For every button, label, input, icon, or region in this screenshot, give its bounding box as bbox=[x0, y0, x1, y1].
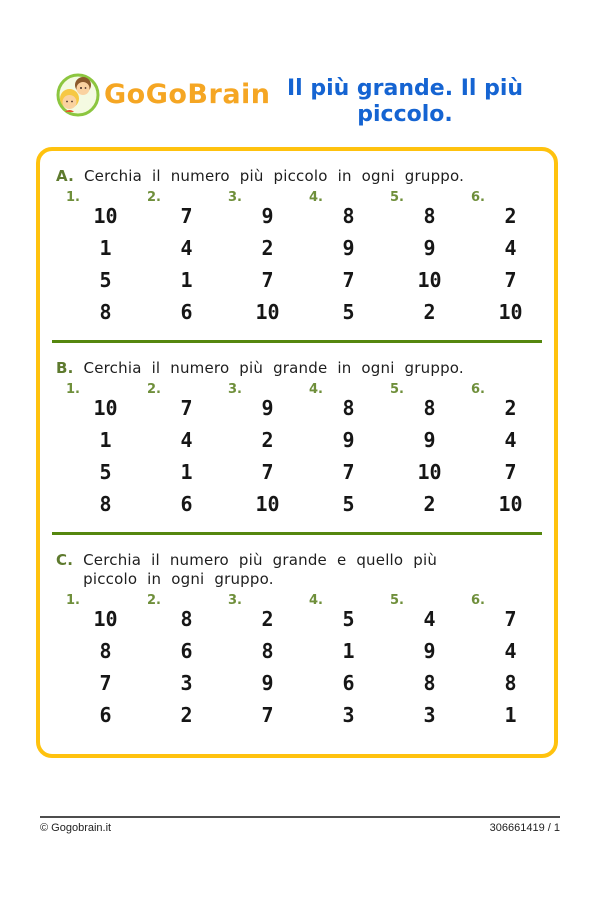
section-instruction: Cerchia il numero più grande e quello più piccolo in ogni gruppo. bbox=[83, 551, 438, 588]
number-group bbox=[299, 189, 380, 330]
section-divider bbox=[52, 532, 542, 535]
number-column bbox=[56, 392, 137, 520]
number-cell: 7 bbox=[504, 607, 517, 631]
worksheet-box bbox=[36, 147, 558, 758]
number-cell: 1 bbox=[342, 639, 355, 663]
number-group bbox=[380, 189, 461, 330]
number-cell: 1 bbox=[99, 428, 112, 452]
number-cell: 9 bbox=[423, 236, 436, 260]
number-column bbox=[299, 200, 380, 328]
number-cell: 10 bbox=[417, 268, 442, 292]
number-cell: 2 bbox=[504, 396, 517, 420]
number-group bbox=[461, 592, 542, 733]
number-cell: 5 bbox=[342, 492, 355, 516]
number-cell: 8 bbox=[99, 492, 112, 516]
number-cell: 7 bbox=[342, 268, 355, 292]
number-column bbox=[299, 603, 380, 731]
section-c bbox=[46, 539, 548, 733]
number-cell: 4 bbox=[504, 236, 517, 260]
number-group bbox=[218, 189, 299, 330]
footer-divider bbox=[40, 816, 560, 818]
group-number-label: 4. bbox=[309, 382, 323, 397]
section-instruction-row bbox=[56, 359, 542, 378]
logo-text: GoGoBrain bbox=[104, 79, 271, 110]
group-number-label: 3. bbox=[228, 382, 242, 397]
number-groups bbox=[56, 189, 542, 330]
number-cell: 6 bbox=[180, 639, 193, 663]
number-group bbox=[299, 592, 380, 733]
number-cell: 6 bbox=[342, 671, 355, 695]
number-cell: 9 bbox=[423, 428, 436, 452]
number-cell: 8 bbox=[423, 671, 436, 695]
number-column bbox=[137, 392, 218, 520]
number-cell: 7 bbox=[504, 268, 517, 292]
number-cell: 7 bbox=[180, 396, 193, 420]
number-cell: 4 bbox=[504, 639, 517, 663]
number-cell: 2 bbox=[261, 607, 274, 631]
number-column bbox=[461, 603, 542, 731]
number-cell: 7 bbox=[180, 204, 193, 228]
number-cell: 3 bbox=[342, 703, 355, 727]
number-cell: 4 bbox=[180, 428, 193, 452]
number-cell: 1 bbox=[504, 703, 517, 727]
number-group bbox=[56, 592, 137, 733]
number-cell: 2 bbox=[504, 204, 517, 228]
group-number-label: 2. bbox=[147, 382, 161, 397]
number-cell: 5 bbox=[99, 460, 112, 484]
number-groups bbox=[56, 381, 542, 522]
number-cell: 8 bbox=[423, 396, 436, 420]
number-cell: 9 bbox=[261, 671, 274, 695]
number-cell: 2 bbox=[261, 236, 274, 260]
page-title: Il più grande. Il più piccolo. bbox=[286, 76, 524, 127]
number-cell: 9 bbox=[342, 236, 355, 260]
number-group bbox=[461, 381, 542, 522]
section-instruction: Cerchia il numero più piccolo in ogni gruppo. bbox=[84, 167, 465, 185]
section-instruction: Cerchia il numero più grande in ogni gruppo. bbox=[83, 359, 464, 377]
group-number-label: 3. bbox=[228, 593, 242, 608]
number-column bbox=[380, 603, 461, 731]
number-cell: 2 bbox=[180, 703, 193, 727]
number-cell: 6 bbox=[180, 300, 193, 324]
number-cell: 6 bbox=[180, 492, 193, 516]
number-cell: 7 bbox=[261, 703, 274, 727]
number-column bbox=[56, 603, 137, 731]
number-cell: 5 bbox=[99, 268, 112, 292]
group-number-label: 2. bbox=[147, 593, 161, 608]
number-cell: 2 bbox=[423, 492, 436, 516]
number-group bbox=[56, 381, 137, 522]
group-number-label: 2. bbox=[147, 190, 161, 205]
number-group bbox=[218, 381, 299, 522]
section-instruction-row bbox=[56, 167, 542, 186]
number-column bbox=[380, 392, 461, 520]
number-cell: 7 bbox=[504, 460, 517, 484]
number-cell: 8 bbox=[261, 639, 274, 663]
section-a bbox=[46, 155, 548, 330]
number-cell: 8 bbox=[99, 639, 112, 663]
number-group bbox=[137, 592, 218, 733]
number-group bbox=[380, 592, 461, 733]
group-number-label: 4. bbox=[309, 190, 323, 205]
number-groups bbox=[56, 592, 542, 733]
group-number-label: 4. bbox=[309, 593, 323, 608]
number-column bbox=[380, 200, 461, 328]
number-cell: 9 bbox=[261, 396, 274, 420]
section-letter: B. bbox=[56, 359, 74, 377]
number-cell: 10 bbox=[498, 300, 523, 324]
logo-kids-icon bbox=[55, 72, 101, 118]
number-cell: 3 bbox=[423, 703, 436, 727]
number-cell: 9 bbox=[342, 428, 355, 452]
number-column bbox=[137, 603, 218, 731]
number-cell: 1 bbox=[180, 268, 193, 292]
logo bbox=[55, 72, 271, 118]
footer-copyright: © Gogobrain.it bbox=[40, 822, 112, 834]
group-number-label: 5. bbox=[390, 190, 404, 205]
number-cell: 7 bbox=[99, 671, 112, 695]
number-cell: 2 bbox=[423, 300, 436, 324]
group-number-label: 3. bbox=[228, 190, 242, 205]
number-column bbox=[461, 200, 542, 328]
number-cell: 9 bbox=[423, 639, 436, 663]
number-cell: 10 bbox=[255, 300, 280, 324]
number-cell: 10 bbox=[498, 492, 523, 516]
number-cell: 5 bbox=[342, 300, 355, 324]
number-cell: 1 bbox=[99, 236, 112, 260]
number-cell: 10 bbox=[93, 204, 118, 228]
group-number-label: 1. bbox=[66, 593, 80, 608]
group-number-label: 5. bbox=[390, 382, 404, 397]
number-column bbox=[218, 603, 299, 731]
group-number-label: 6. bbox=[471, 593, 485, 608]
number-cell: 10 bbox=[93, 396, 118, 420]
group-number-label: 5. bbox=[390, 593, 404, 608]
number-group bbox=[218, 592, 299, 733]
group-number-label: 1. bbox=[66, 382, 80, 397]
footer-page-number: 306661419 / 1 bbox=[489, 822, 560, 834]
number-cell: 1 bbox=[180, 460, 193, 484]
number-cell: 7 bbox=[261, 268, 274, 292]
number-group bbox=[299, 381, 380, 522]
number-column bbox=[461, 392, 542, 520]
number-cell: 10 bbox=[417, 460, 442, 484]
section-letter: C. bbox=[56, 551, 74, 569]
section-divider bbox=[52, 340, 542, 343]
number-cell: 10 bbox=[255, 492, 280, 516]
group-number-label: 6. bbox=[471, 382, 485, 397]
number-cell: 8 bbox=[180, 607, 193, 631]
number-cell: 7 bbox=[261, 460, 274, 484]
number-cell: 2 bbox=[261, 428, 274, 452]
number-group bbox=[137, 381, 218, 522]
section-b bbox=[46, 347, 548, 522]
number-column bbox=[299, 392, 380, 520]
number-cell: 8 bbox=[99, 300, 112, 324]
group-number-label: 1. bbox=[66, 190, 80, 205]
number-cell: 4 bbox=[180, 236, 193, 260]
number-cell: 8 bbox=[504, 671, 517, 695]
number-group bbox=[461, 189, 542, 330]
number-column bbox=[218, 392, 299, 520]
number-cell: 8 bbox=[342, 204, 355, 228]
number-cell: 6 bbox=[99, 703, 112, 727]
number-cell: 5 bbox=[342, 607, 355, 631]
number-cell: 4 bbox=[423, 607, 436, 631]
number-cell: 4 bbox=[504, 428, 517, 452]
number-cell: 9 bbox=[261, 204, 274, 228]
number-column bbox=[218, 200, 299, 328]
number-group bbox=[137, 189, 218, 330]
number-column bbox=[137, 200, 218, 328]
section-instruction-row bbox=[56, 551, 542, 589]
number-group bbox=[56, 189, 137, 330]
section-letter: A. bbox=[56, 167, 74, 185]
number-cell: 8 bbox=[342, 396, 355, 420]
number-cell: 7 bbox=[342, 460, 355, 484]
number-cell: 10 bbox=[93, 607, 118, 631]
number-cell: 8 bbox=[423, 204, 436, 228]
group-number-label: 6. bbox=[471, 190, 485, 205]
number-cell: 3 bbox=[180, 671, 193, 695]
number-column bbox=[56, 200, 137, 328]
number-group bbox=[380, 381, 461, 522]
